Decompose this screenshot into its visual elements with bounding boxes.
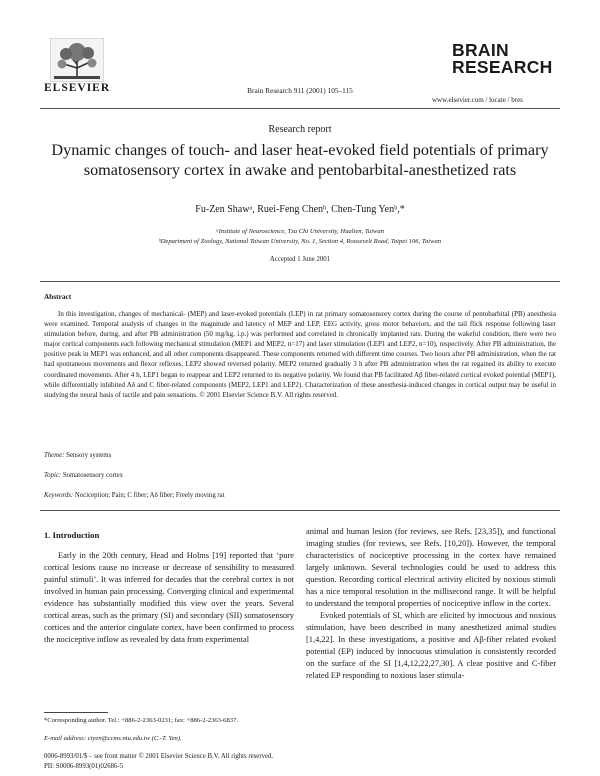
topic-line	[44, 472, 123, 479]
copyright-line: 0006-8993/01/$ – see front matter © 2001 Elsevier Science B.V. All rights reserved.	[44, 753, 274, 760]
topic-label: Topic:	[44, 472, 62, 479]
theme-line	[44, 452, 111, 459]
journal-url: www.elsevier.com / locate / bres	[432, 96, 523, 104]
theme-label: Theme:	[44, 452, 65, 459]
journal-brand	[452, 42, 553, 76]
elsevier-logo	[44, 38, 110, 96]
affiliation-a: ᵃInstitute of Neuroscience, Tzu Chi University, Hualien, Taiwan	[215, 228, 385, 235]
intro-paragraph-1: Early in the 20th century, Head and Holms [19] reported that ‘pure cortical lesions cause no increase or decrease of sensibility to measured painful stimuli’. It was inferred for decades that the cerebral cortex is not involved in human pain processing. Converging clinical and experimental evidence has substantially modified this view over the years. Several cortical areas, such as the primary (SI) and secondary (SII) somatosensory cortices and the anterior cingulate cortex, have been confirmed to process the nociceptive inflow as revealed by data from experimental	[44, 551, 294, 644]
topic-value: Somatosensory cortex	[62, 472, 124, 479]
abstract-bottom-rule	[40, 510, 560, 511]
brand-line-2: RESEARCH	[452, 57, 553, 77]
abstract-top-rule	[40, 281, 560, 282]
keywords-value: Nociception; Pain; C fiber; Aδ fiber; Freely moving rat	[74, 492, 225, 499]
footnote-email: E-mail address: ctyen@ccms.ntu.edu.tw (C.-T. Yen).	[44, 735, 182, 742]
elsevier-tree-icon	[50, 38, 104, 82]
publisher-name: ELSEVIER	[44, 82, 111, 94]
author-list: Fu-Zen Shawᵃ, Ruei-Feng Chenᵇ, Chen-Tung Yenᵇ,*	[195, 204, 405, 215]
paper-title: Dynamic changes of touch- and laser heat-evoked field potentials of primary somatosensory cortex in awake and pentobarbital-anesthetized rats	[51, 141, 549, 179]
abstract-text: In this investigation, changes of mechanical- (MEP) and laser-evoked potentials (LEP) in rat primary somatosensory cortex during the course of pentobarbital (PB) anesthesia were examined. Temporal analysis of changes in the magnitude and latency of MEP and LEP, EEG activity, gross motor behaviors, and the tail flick response following laser stimulation before, during, and after PB administration (50 mg/kg, i.p.) was performed and correlated in chronically implanted rats. During the wakeful condition, there were two major cortical components each following mechanical stimulation (MEP1 and MEP2, n=17) and laser stimulation (LEP1 and LEP2, n=10), respectively. After PB administration, the positive peak in MEP1 was enhanced, and all other components disappeared. These components returned with different time courses. Two hours after PB administration, when the rat had spontaneous movements and flexor reflexes, LEP2 showed reversed polarity. MEP2 returned gradually 3 h after PB administration when the rat regained its ability to execute coordinated movements. After 4 h, LEP1 began to reappear and LEP2 returned to its negative polarity. We found that PB facilitated Aβ fiber-related cortical evoked potential (MEP1), while differentially inhibited Aδ and C fiber-related components (MEP2, LEP1 and LEP2). Characterization of these anesthesia-induced changes in cortical output may be useful in studying the neural basis of tactile and pain sensations. © 2001 Elsevier Science B.V. All rights reserved.	[44, 310, 556, 399]
pii-line: PII: S0006-8993(01)02686-5	[44, 763, 124, 770]
abstract-heading: Abstract	[44, 292, 72, 301]
footnote-corresponding: *Corresponding author. Tel.: +886-2-2363-0231; fax: +886-2-2363-6837.	[44, 717, 239, 724]
accepted-date: Accepted 1 June 2001	[269, 256, 331, 263]
theme-value: Sensory systems	[66, 452, 112, 459]
section-heading: 1. Introduction	[44, 530, 100, 540]
article-type: Research report	[268, 124, 332, 135]
keywords-label: Keywords:	[44, 492, 74, 499]
intro-paragraph-2: Evoked potentials of SI, which are elicited by innocuous and noxious stimulation, have been described in many anesthetized animal studies [1,4,22]. In these investigations, a positive and Aβ-fiber related evoked potential (EP) induced by innocuous stimulation is consistently recorded on the surface of the SI [1,4,12,22,27,30]. A clear positive and C-fiber related EP responding to noxious laser stimula-	[306, 611, 556, 680]
journal-reference: Brain Research 911 (2001) 105–115	[247, 86, 353, 95]
left-column	[44, 550, 294, 646]
header-rule	[40, 108, 560, 109]
brand-line-1: BRAIN	[452, 40, 509, 60]
affiliation-b: ᵇDepartment of Zoology, National Taiwan University, No. 1, Section 4, Roosevelt Road, Taipei 106, Taiwan	[158, 238, 442, 245]
keywords-line	[44, 492, 225, 499]
footnote-rule	[44, 712, 108, 713]
right-column	[306, 526, 556, 682]
intro-paragraph-continued: animal and human lesion (for reviews, see Refs. [23,35]), and functional imaging studies (for reviews, see Refs. [10,20]). However, the temporal characteristics of nociceptive processing in the cortex have remained largely unknown. Several technologies could be used to address this question. Recording cortical electrical activity elicited by noxious stimuli has a nice temporal resolution in the millisecond range. It will be helpful to understand the temporal properties of nociceptive inflow in the cortex.	[306, 527, 556, 608]
